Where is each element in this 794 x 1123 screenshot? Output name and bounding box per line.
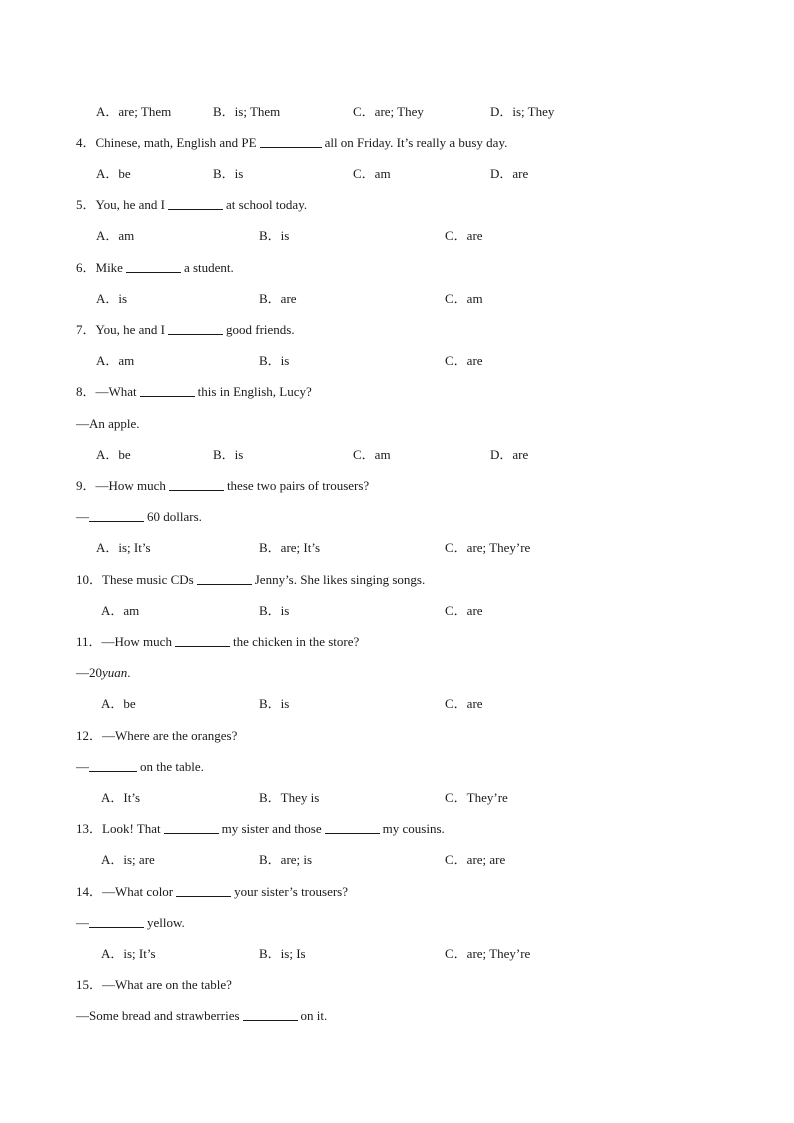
q13-text-post: my cousins.	[382, 821, 445, 836]
q12-number: 12．	[76, 728, 103, 743]
q11-option-b[interactable]: B．is	[259, 696, 290, 711]
q9-number: 9．	[76, 478, 96, 493]
q9-reply-dash: —	[76, 509, 89, 524]
q9-reply	[76, 509, 202, 525]
q8-option-b[interactable]: B．is	[213, 447, 244, 462]
q3-option-d[interactable]: D．is; They	[490, 104, 555, 119]
q7-option-a[interactable]: A．am	[96, 353, 135, 368]
q15-number: 15．	[76, 977, 103, 992]
q5-option-b[interactable]: B．is	[259, 228, 290, 243]
q12-text: —Where are the oranges?	[102, 728, 238, 743]
q12-reply-text: on the table.	[140, 759, 204, 774]
q6-text-pre: Mike	[95, 260, 123, 275]
q10-option-b[interactable]: B．is	[259, 603, 290, 618]
q6-option-b[interactable]: B．are	[259, 291, 297, 306]
q3-option-b[interactable]: B．is; Them	[213, 104, 281, 119]
q8-reply: —An apple.	[76, 416, 140, 431]
q15-stem	[76, 977, 232, 993]
q11-stem	[76, 634, 359, 650]
q11-reply-end: .	[127, 665, 131, 680]
q12-reply	[76, 759, 204, 775]
q12-option-c[interactable]: C．They’re	[445, 790, 508, 805]
q15-reply-pre: —Some bread and strawberries	[76, 1008, 240, 1023]
q6-text-post: a student.	[183, 260, 234, 275]
q7-blank[interactable]	[168, 322, 223, 335]
q10-blank[interactable]	[197, 572, 252, 585]
q8-option-a[interactable]: A．be	[96, 447, 131, 462]
q9-text-pre: —How much	[95, 478, 166, 493]
q8-options	[0, 447, 794, 463]
q15-reply-blank[interactable]	[243, 1008, 298, 1021]
q11-option-c[interactable]: C．are	[445, 696, 483, 711]
q11-option-a[interactable]: A．be	[101, 696, 136, 711]
q12-option-a[interactable]: A．It’s	[101, 790, 141, 805]
q10-stem	[76, 572, 425, 588]
q11-reply	[76, 665, 131, 681]
q9-blank[interactable]	[169, 478, 224, 491]
q8-text-post: this in English, Lucy?	[197, 384, 312, 399]
q10-options	[0, 603, 794, 619]
q14-reply	[76, 915, 185, 931]
q11-number: 11．	[76, 634, 102, 649]
q9-reply-text: 60 dollars.	[147, 509, 202, 524]
q8-option-c[interactable]: C．am	[353, 447, 391, 462]
q8-text-pre: —What	[95, 384, 137, 399]
q10-option-c[interactable]: C．are	[445, 603, 483, 618]
q12-stem	[76, 728, 237, 744]
q11-text-post: the chicken in the store?	[232, 634, 360, 649]
q13-option-a[interactable]: A．is; are	[101, 852, 155, 867]
q14-stem	[76, 884, 348, 900]
q4-text-pre: Chinese, math, English and PE	[95, 135, 257, 150]
q10-text-pre: These music CDs	[102, 572, 194, 587]
q4-stem	[76, 135, 507, 151]
q10-text-post: Jenny’s. She likes singing songs.	[254, 572, 426, 587]
q4-text-post: all on Friday. It’s really a busy day.	[324, 135, 508, 150]
q9-reply-blank[interactable]	[89, 509, 144, 522]
q7-option-c[interactable]: C．are	[445, 353, 483, 368]
q13-option-b[interactable]: B．are; is	[259, 852, 313, 867]
q8-number: 8．	[76, 384, 96, 399]
q13-text-mid: my sister and those	[221, 821, 322, 836]
q14-reply-dash: —	[76, 915, 89, 930]
q6-blank[interactable]	[126, 260, 181, 273]
q15-reply	[76, 1008, 327, 1024]
q14-options	[0, 946, 794, 962]
q7-text-pre: You, he and I	[95, 322, 165, 337]
q4-option-d[interactable]: D．are	[490, 166, 529, 181]
q13-blank-1[interactable]	[164, 821, 219, 834]
q7-text-post: good friends.	[225, 322, 295, 337]
q14-reply-blank[interactable]	[89, 915, 144, 928]
q12-reply-blank[interactable]	[89, 759, 137, 772]
q4-option-b[interactable]: B．is	[213, 166, 244, 181]
q14-option-b[interactable]: B．is; Is	[259, 946, 306, 961]
q4-options	[0, 166, 794, 182]
q6-stem	[76, 260, 234, 276]
q14-text-post: your sister’s trousers?	[234, 884, 348, 899]
q9-stem	[76, 478, 369, 494]
q9-option-b[interactable]: B．are; It’s	[259, 540, 321, 555]
q5-text-post: at school today.	[225, 197, 308, 212]
q5-text-pre: You, he and I	[95, 197, 165, 212]
q9-option-a[interactable]: A．is; It’s	[96, 540, 151, 555]
q13-text-pre: Look! That	[102, 821, 161, 836]
q7-number: 7．	[76, 322, 96, 337]
q8-option-d[interactable]: D．are	[490, 447, 529, 462]
q5-blank[interactable]	[168, 197, 223, 210]
q12-reply-dash: —	[76, 759, 89, 774]
q11-text-pre: —How much	[101, 634, 172, 649]
q7-options	[0, 353, 794, 369]
q11-reply-unit: yuan	[102, 665, 128, 680]
q15-reply-text: on it.	[300, 1008, 328, 1023]
q6-options	[0, 291, 794, 307]
q8-stem	[76, 384, 312, 400]
q7-option-b[interactable]: B．is	[259, 353, 290, 368]
q5-stem	[76, 197, 307, 213]
q6-number: 6．	[76, 260, 96, 275]
q3-options	[0, 104, 794, 120]
q11-options	[0, 696, 794, 712]
q14-option-c[interactable]: C．are; They’re	[445, 946, 531, 961]
q3-option-a[interactable]: A．are; Them	[96, 104, 172, 119]
q12-options	[0, 790, 794, 806]
q13-option-c[interactable]: C．are; are	[445, 852, 506, 867]
q13-number: 13．	[76, 821, 103, 836]
q4-option-a[interactable]: A．be	[96, 166, 131, 181]
q10-number: 10．	[76, 572, 103, 587]
q5-option-c[interactable]: C．are	[445, 228, 483, 243]
q10-option-a[interactable]: A．am	[101, 603, 140, 618]
q14-number: 14．	[76, 884, 103, 899]
q11-reply-amount: —20	[76, 665, 102, 680]
q3-option-c[interactable]: C．are; They	[353, 104, 424, 119]
q6-option-c[interactable]: C．am	[445, 291, 483, 306]
q8-blank[interactable]	[140, 384, 195, 397]
q14-blank[interactable]	[176, 884, 231, 897]
q13-stem	[76, 821, 445, 837]
q9-text-post: these two pairs of trousers?	[226, 478, 370, 493]
q4-option-c[interactable]: C．am	[353, 166, 391, 181]
q4-blank[interactable]	[260, 135, 322, 148]
q15-text: —What are on the table?	[102, 977, 232, 992]
q14-reply-text: yellow.	[147, 915, 185, 930]
q7-stem	[76, 322, 295, 338]
q6-option-a[interactable]: A．is	[96, 291, 128, 306]
q9-options	[0, 540, 794, 556]
q13-blank-2[interactable]	[325, 821, 380, 834]
q5-option-a[interactable]: A．am	[96, 228, 135, 243]
q11-blank[interactable]	[175, 634, 230, 647]
q4-number: 4．	[76, 135, 96, 150]
q5-options	[0, 228, 794, 244]
q14-option-a[interactable]: A．is; It’s	[101, 946, 156, 961]
q13-options	[0, 852, 794, 868]
q12-option-b[interactable]: B．They is	[259, 790, 320, 805]
q9-option-c[interactable]: C．are; They’re	[445, 540, 531, 555]
q5-number: 5．	[76, 197, 96, 212]
q14-text-pre: —What color	[102, 884, 174, 899]
